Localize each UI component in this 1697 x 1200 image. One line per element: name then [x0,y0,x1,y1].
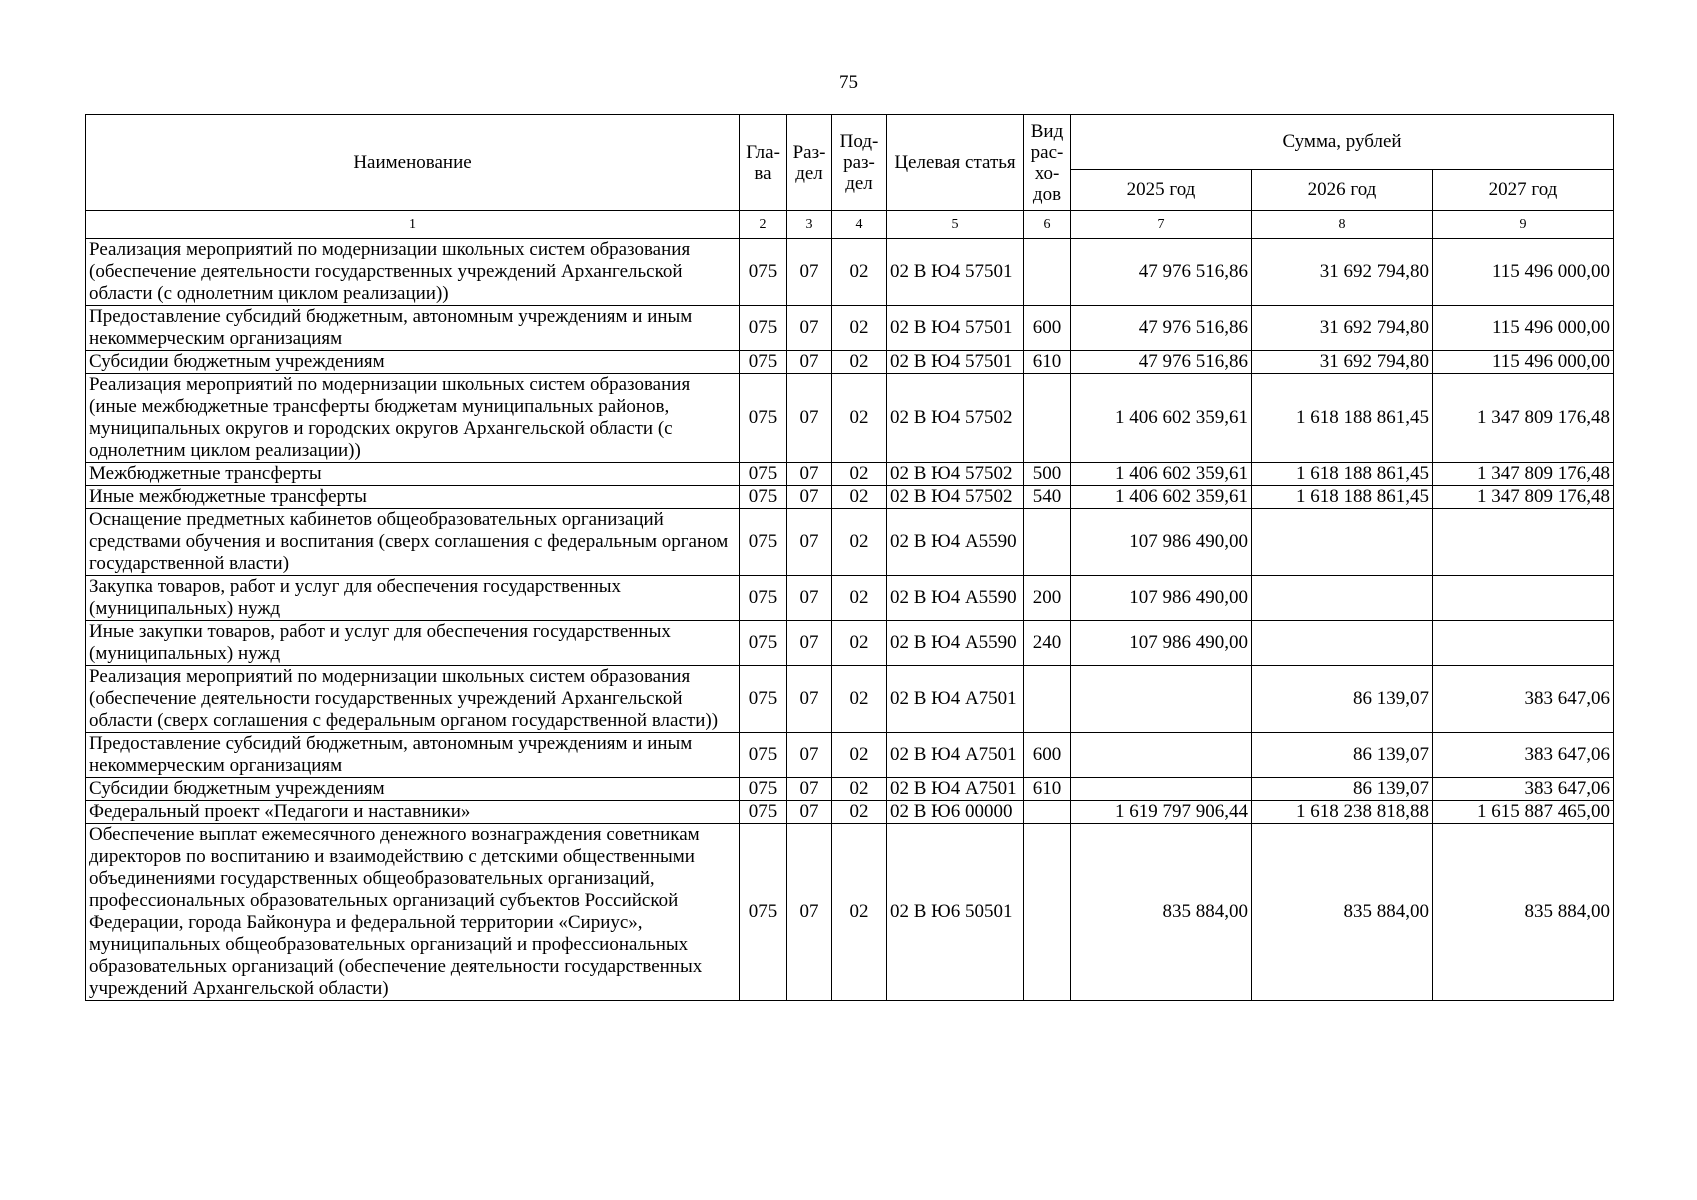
razdel-cell: 07 [787,666,832,733]
podrazdel-cell: 02 [832,824,887,1001]
expense-type-cell: 610 [1024,351,1071,374]
podrazdel-cell: 02 [832,486,887,509]
header-year-2027: 2027 год [1433,170,1614,211]
amount-2026-cell [1252,621,1433,666]
amount-2026-cell: 86 139,07 [1252,733,1433,778]
header-name: Наименование [86,115,740,211]
amount-2027-cell: 1 347 809 176,48 [1433,486,1614,509]
row-name-cell: Субсидии бюджетным учреждениям [86,778,740,801]
glava-cell: 075 [740,463,787,486]
podrazdel-cell: 02 [832,666,887,733]
amount-2026-cell: 835 884,00 [1252,824,1433,1001]
expense-type-cell: 240 [1024,621,1071,666]
podrazdel-cell: 02 [832,509,887,576]
amount-2025-cell: 107 986 490,00 [1071,576,1252,621]
expense-type-cell [1024,374,1071,463]
amount-2025-cell: 835 884,00 [1071,824,1252,1001]
target-code-cell: 02 В Ю4 57502 [887,463,1024,486]
target-code-cell: 02 В Ю4 А5590 [887,576,1024,621]
glava-cell: 075 [740,733,787,778]
expense-type-cell [1024,824,1071,1001]
table-row [86,486,1614,509]
razdel-cell: 07 [787,733,832,778]
amount-2025-cell: 1 619 797 906,44 [1071,801,1252,824]
glava-cell: 075 [740,374,787,463]
podrazdel-cell: 02 [832,463,887,486]
amount-2027-cell: 115 496 000,00 [1433,239,1614,306]
glava-cell: 075 [740,824,787,1001]
glava-cell: 075 [740,801,787,824]
amount-2027-cell [1433,576,1614,621]
row-name-cell: Межбюджетные трансферты [86,463,740,486]
target-code-cell: 02 В Ю4 А7501 [887,666,1024,733]
table-row [86,824,1614,1001]
amount-2026-cell: 31 692 794,80 [1252,306,1433,351]
expense-type-cell: 500 [1024,463,1071,486]
amount-2025-cell: 107 986 490,00 [1071,509,1252,576]
row-name-cell: Иные закупки товаров, работ и услуг для обеспечения государственных (муниципальных) нужд [86,621,740,666]
razdel-cell: 07 [787,306,832,351]
column-number: 2 [740,211,787,239]
header-podrazdel: Под-раз-дел [832,115,887,211]
podrazdel-cell: 02 [832,351,887,374]
amount-2025-cell [1071,778,1252,801]
row-name-cell: Оснащение предметных кабинетов общеобразовательных организаций средствами обучения и воспитания (сверх соглашения с федеральным органом государственной власти) [86,509,740,576]
row-name-cell: Иные межбюджетные трансферты [86,486,740,509]
razdel-cell: 07 [787,239,832,306]
amount-2026-cell [1252,509,1433,576]
row-name-cell: Закупка товаров, работ и услуг для обеспечения государственных (муниципальных) нужд [86,576,740,621]
amount-2027-cell: 383 647,06 [1433,666,1614,733]
amount-2027-cell: 835 884,00 [1433,824,1614,1001]
target-code-cell: 02 В Ю4 57501 [887,351,1024,374]
amount-2026-cell: 31 692 794,80 [1252,351,1433,374]
target-code-cell: 02 В Ю4 А5590 [887,621,1024,666]
target-code-cell: 02 В Ю4 57502 [887,374,1024,463]
amount-2027-cell [1433,621,1614,666]
expense-type-cell [1024,239,1071,306]
amount-2027-cell: 115 496 000,00 [1433,306,1614,351]
table-row [86,239,1614,306]
expense-type-cell: 600 [1024,306,1071,351]
amount-2025-cell [1071,666,1252,733]
column-number: 6 [1024,211,1071,239]
table-row [86,374,1614,463]
amount-2027-cell: 115 496 000,00 [1433,351,1614,374]
expense-type-cell: 610 [1024,778,1071,801]
row-name-cell: Реализация мероприятий по модернизации школьных систем образования (иные межбюджетные трансферты бюджетам муниципальных районов, муниципальных округов и городских округов Архангельской области (с однолетним циклом реализации)) [86,374,740,463]
row-name-cell: Субсидии бюджетным учреждениям [86,351,740,374]
glava-cell: 075 [740,486,787,509]
header-row [86,115,1614,170]
budget-table [85,114,1614,1001]
glava-cell: 075 [740,621,787,666]
amount-2025-cell: 47 976 516,86 [1071,306,1252,351]
glava-cell: 075 [740,351,787,374]
razdel-cell: 07 [787,778,832,801]
amount-2027-cell: 1 347 809 176,48 [1433,374,1614,463]
amount-2026-cell: 31 692 794,80 [1252,239,1433,306]
podrazdel-cell: 02 [832,576,887,621]
expense-type-cell [1024,666,1071,733]
amount-2025-cell: 47 976 516,86 [1071,239,1252,306]
table-row [86,306,1614,351]
header-vid: Вид рас-хо-дов [1024,115,1071,211]
razdel-cell: 07 [787,351,832,374]
column-number: 1 [86,211,740,239]
table-row [86,509,1614,576]
glava-cell: 075 [740,666,787,733]
razdel-cell: 07 [787,621,832,666]
table-row [86,733,1614,778]
header-numbers-row [86,211,1614,239]
expense-type-cell: 200 [1024,576,1071,621]
amount-2026-cell: 86 139,07 [1252,778,1433,801]
amount-2026-cell: 1 618 188 861,45 [1252,486,1433,509]
header-razdel: Раз-дел [787,115,832,211]
razdel-cell: 07 [787,486,832,509]
row-name-cell: Федеральный проект «Педагоги и наставники» [86,801,740,824]
header-year-2025: 2025 год [1071,170,1252,211]
amount-2025-cell: 47 976 516,86 [1071,351,1252,374]
amount-2025-cell: 1 406 602 359,61 [1071,374,1252,463]
amount-2025-cell: 1 406 602 359,61 [1071,463,1252,486]
page-number: 75 [839,72,858,93]
amount-2025-cell: 107 986 490,00 [1071,621,1252,666]
row-name-cell: Предоставление субсидий бюджетным, автономным учреждениям и иным некоммерческим организациям [86,306,740,351]
razdel-cell: 07 [787,801,832,824]
podrazdel-cell: 02 [832,306,887,351]
amount-2027-cell: 383 647,06 [1433,733,1614,778]
amount-2027-cell [1433,509,1614,576]
row-name-cell: Обеспечение выплат ежемесячного денежного вознаграждения советникам директоров по воспитанию и взаимодействию с детскими общественными объединениями государственных общеобразовательных организаций, профессиональных образовательных организаций субъектов Российской Федерации, города Байконура и федеральной территории «Сириус», муниципальных общеобразовательных организаций и профессиональных образовательных организаций (обеспечение деятельности государственных учреждений Архангельской области) [86,824,740,1001]
amount-2026-cell: 1 618 188 861,45 [1252,374,1433,463]
amount-2026-cell [1252,576,1433,621]
table-row [86,621,1614,666]
podrazdel-cell: 02 [832,239,887,306]
expense-type-cell [1024,509,1071,576]
header-year-2026: 2026 год [1252,170,1433,211]
target-code-cell: 02 В Ю4 57502 [887,486,1024,509]
podrazdel-cell: 02 [832,733,887,778]
razdel-cell: 07 [787,576,832,621]
amount-2026-cell: 1 618 188 861,45 [1252,463,1433,486]
target-code-cell: 02 В Ю6 50501 [887,824,1024,1001]
glava-cell: 075 [740,239,787,306]
column-number: 5 [887,211,1024,239]
table-row [86,463,1614,486]
podrazdel-cell: 02 [832,801,887,824]
podrazdel-cell: 02 [832,778,887,801]
target-code-cell: 02 В Ю4 57501 [887,306,1024,351]
expense-type-cell [1024,801,1071,824]
razdel-cell: 07 [787,824,832,1001]
column-number: 8 [1252,211,1433,239]
column-number: 4 [832,211,887,239]
target-code-cell: 02 В Ю4 А7501 [887,733,1024,778]
table-row [86,576,1614,621]
target-code-cell: 02 В Ю4 А5590 [887,509,1024,576]
amount-2026-cell: 1 618 238 818,88 [1252,801,1433,824]
amount-2027-cell: 1 615 887 465,00 [1433,801,1614,824]
column-number: 3 [787,211,832,239]
expense-type-cell: 600 [1024,733,1071,778]
amount-2027-cell: 383 647,06 [1433,778,1614,801]
podrazdel-cell: 02 [832,621,887,666]
header-summa: Сумма, рублей [1071,115,1614,170]
column-number: 7 [1071,211,1252,239]
podrazdel-cell: 02 [832,374,887,463]
amount-2026-cell: 86 139,07 [1252,666,1433,733]
row-name-cell: Предоставление субсидий бюджетным, автономным учреждениям и иным некоммерческим организациям [86,733,740,778]
column-number: 9 [1433,211,1614,239]
glava-cell: 075 [740,306,787,351]
amount-2025-cell [1071,733,1252,778]
razdel-cell: 07 [787,374,832,463]
row-name-cell: Реализация мероприятий по модернизации школьных систем образования (обеспечение деятельности государственных учреждений Архангельской области (с однолетним циклом реализации)) [86,239,740,306]
razdel-cell: 07 [787,463,832,486]
target-code-cell: 02 В Ю6 00000 [887,801,1024,824]
amount-2027-cell: 1 347 809 176,48 [1433,463,1614,486]
target-code-cell: 02 В Ю4 57501 [887,239,1024,306]
table-row [86,801,1614,824]
table-row [86,666,1614,733]
header-glava: Гла-ва [740,115,787,211]
razdel-cell: 07 [787,509,832,576]
glava-cell: 075 [740,778,787,801]
glava-cell: 075 [740,576,787,621]
table-body [86,239,1614,1001]
table-row [86,778,1614,801]
table-row [86,351,1614,374]
table-header [86,115,1614,239]
header-celevaya: Целевая статья [887,115,1024,211]
target-code-cell: 02 В Ю4 А7501 [887,778,1024,801]
glava-cell: 075 [740,509,787,576]
amount-2025-cell: 1 406 602 359,61 [1071,486,1252,509]
row-name-cell: Реализация мероприятий по модернизации школьных систем образования (обеспечение деятельности государственных учреждений Архангельской области (сверх соглашения с федеральным органом государственной власти)) [86,666,740,733]
expense-type-cell: 540 [1024,486,1071,509]
